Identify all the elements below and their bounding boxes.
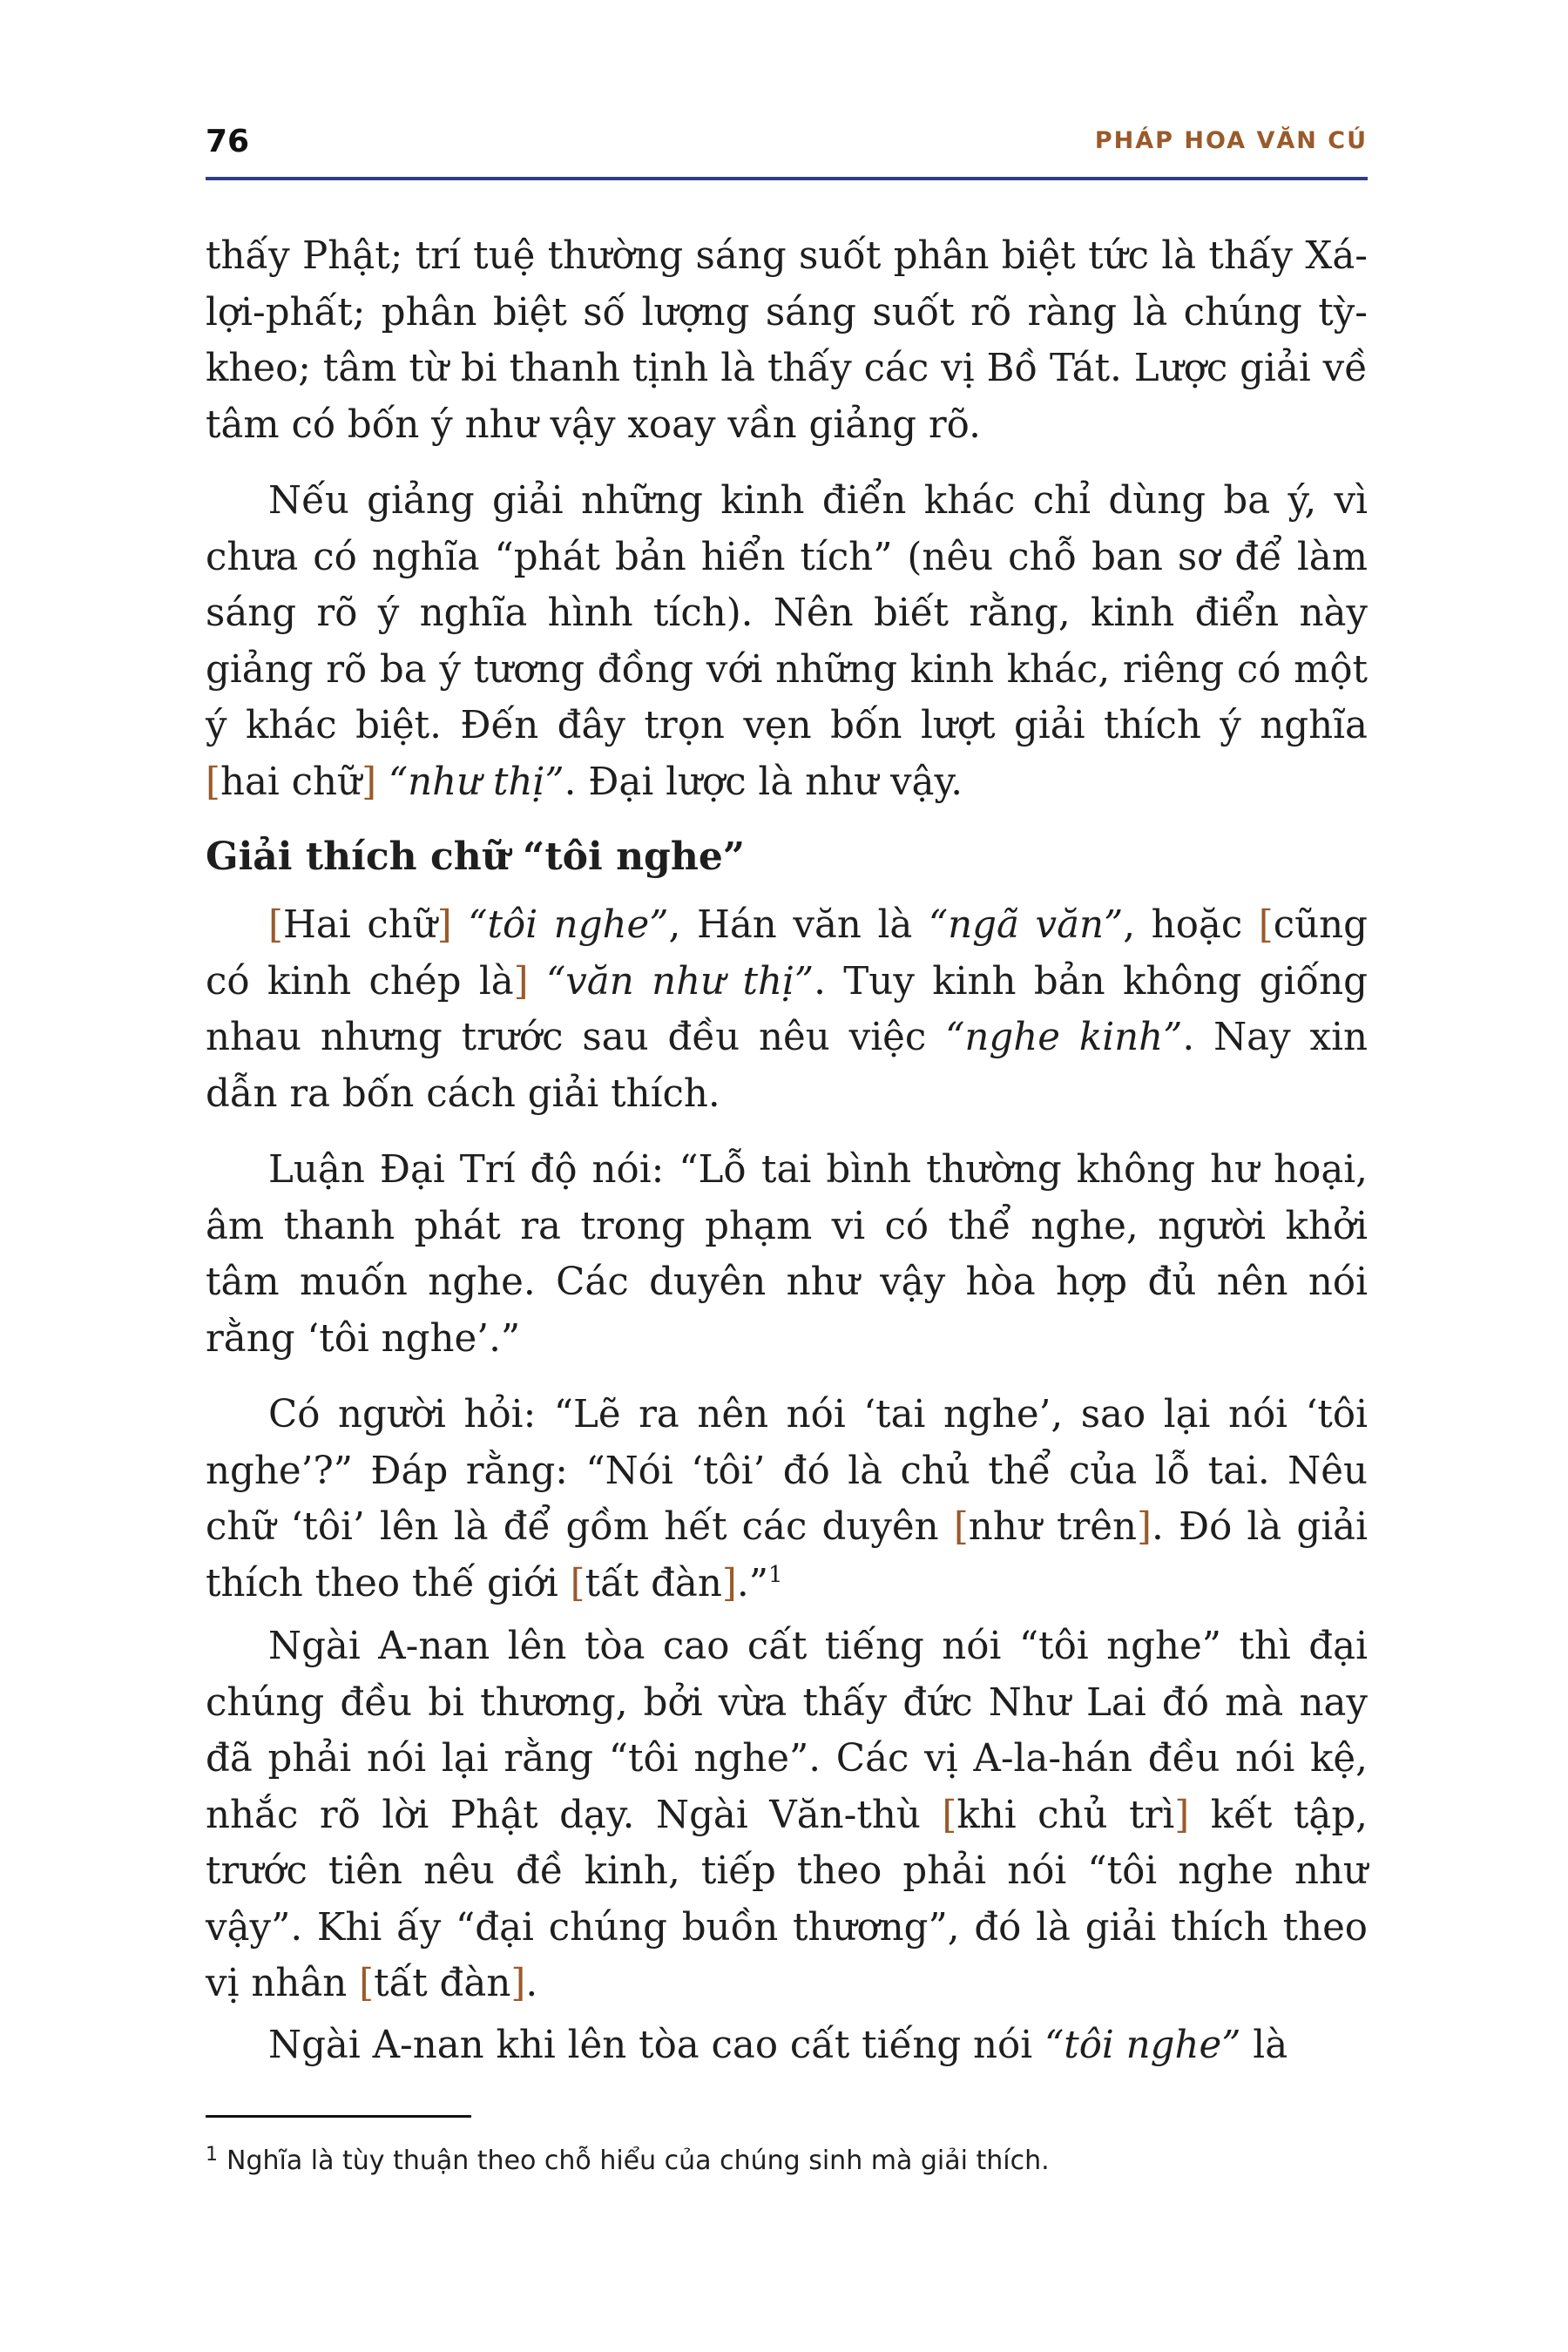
header-rule: [206, 177, 1368, 180]
text-run: , hoặc: [1123, 903, 1259, 947]
italic-term: “tôi nghe”: [1044, 2023, 1241, 2067]
page-number: 76: [206, 124, 250, 159]
bracket-close: ]: [362, 760, 377, 804]
text-run: .: [525, 1962, 538, 2005]
footnote-reference[interactable]: 1: [767, 1561, 783, 1588]
italic-term: “ngã văn”: [928, 903, 1124, 947]
footnote: [206, 2136, 1368, 2180]
italic-term: “tôi nghe”: [451, 903, 669, 947]
bracket-close: ]: [721, 1561, 737, 1605]
page-header: [206, 122, 1368, 176]
paragraph-1: thấy Phật; trí tuệ thường sáng suốt phân biệt tức là thấy Xá-lợi-phất; phân biệt số lượng sáng suốt rõ ràng là chúng tỳ-kheo; tâm từ bi thanh tịnh là thấy các vị Bồ Tát. Lược giải về tâm có bốn ý như vậy xoay vần giảng rõ.: [206, 234, 1368, 447]
book-title: PHÁP HOA VĂN CÚ: [1094, 127, 1368, 154]
paragraph-2: [206, 473, 1368, 810]
paragraph-4: Luận Đại Trí độ nói: “Lỗ tai bình thường không hư hoại, âm thanh phát ra trong phạm vi có thể nghe, người khởi tâm muốn nghe. Các duyên như vậy hòa hợp đủ nên nói rằng ‘tôi nghe’.”: [206, 1148, 1368, 1361]
paragraph-2-end: . Đại lược là như vậy.: [564, 760, 963, 804]
footnote-text: Nghĩa là tùy thuận theo chỗ hiểu của chúng sinh mà giải thích.: [226, 2146, 1050, 2176]
bracket-text: như trên: [968, 1505, 1138, 1549]
text-run: . Nay xin dẫn ra bốn cách giải thích.: [206, 1016, 1368, 1116]
paragraph-6: [206, 1619, 1368, 2012]
bracket-open: [: [1258, 903, 1274, 947]
paragraph-7: [206, 2017, 1368, 2074]
footnote-rule: [206, 2115, 471, 2118]
text-run: .”: [736, 1561, 768, 1605]
paragraph-3: [206, 897, 1368, 1122]
text-run: Ngài A-nan lên tòa cao cất tiếng nói “tôi nghe” thì đại chúng đều bi thương, bởi vừa thấy đức Như Lai đó mà nay đã phải nói lại rằng “tôi nghe”. Các vị A-la-hán đều nói kệ, nhắc rõ lời Phật dạy. Ngài Văn-thù: [206, 1625, 1368, 1837]
bracket-text: khi chủ trì: [956, 1793, 1175, 1837]
bracket-open: [: [206, 760, 220, 804]
text-run: kết tập, trước tiên nêu đề kinh, tiếp theo phải nói “tôi nghe như vậy”. Khi ấy “đại chúng buồn thương”, đó là giải thích theo vị nhân: [206, 1793, 1368, 2005]
bracket-text: tất đàn: [585, 1561, 722, 1605]
section-heading: Giải thích chữ “tôi nghe”: [206, 835, 746, 879]
bracket-open: [: [570, 1561, 585, 1605]
text-run: Ngài A-nan khi lên tòa cao cất tiếng nói: [268, 2023, 1044, 2067]
italic-term: “như thị”: [376, 760, 564, 804]
bracket-close: ]: [513, 959, 529, 1004]
text-run: Có người hỏi: “Lẽ ra nên nói ‘tai nghe’, sao lại nói ‘tôi nghe’?” Đáp rằng: “Nói ‘tôi’ đó là chủ thể của lỗ tai. Nêu chữ ‘tôi’ lên là để gồm hết các duyên: [206, 1393, 1368, 1549]
bracket-open: [: [942, 1793, 957, 1837]
text-run: , Hán văn là: [668, 903, 929, 947]
bracket-open: [: [268, 903, 283, 947]
paragraph-5: [206, 1387, 1368, 1612]
text-run: . Đó là giải thích theo thế giới: [206, 1505, 1368, 1605]
page-body: [206, 228, 1368, 2073]
bracket-text: cũng có kinh chép là: [206, 903, 1368, 1004]
bracket-close: ]: [510, 1962, 526, 2005]
bracket-open: [: [359, 1962, 375, 2005]
text-run: là: [1240, 2023, 1288, 2067]
bracket-close: ]: [436, 903, 452, 947]
bracket-open: [: [953, 1505, 969, 1549]
bracket-text: Hai chữ: [282, 903, 437, 947]
bracket-text: tất đàn: [374, 1962, 511, 2005]
bracket-close: ]: [1137, 1505, 1152, 1549]
bracket-text: hai chữ: [220, 760, 362, 804]
paragraph-2-text: Nếu giảng giải những kinh điển khác chỉ dùng ba ý, vì chưa có nghĩa “phát bản hiển tích” (nêu chỗ ban sơ để làm sáng rõ ý nghĩa hình tích). Nên biết rằng, kinh điển này giảng rõ ba ý tương đồng với những kinh khác, riêng có một ý khác biệt. Đến đây trọn vẹn bốn lượt giải thích ý nghĩa: [206, 479, 1368, 747]
italic-term: “văn như thị”: [528, 959, 814, 1004]
footnote-mark: 1: [206, 2144, 218, 2166]
bracket-close: ]: [1174, 1793, 1190, 1837]
text-run: . Tuy kinh bản không giống nhau nhưng trước sau đều nêu việc: [206, 959, 1368, 1059]
italic-term: “nghe kinh”: [945, 1016, 1183, 1059]
